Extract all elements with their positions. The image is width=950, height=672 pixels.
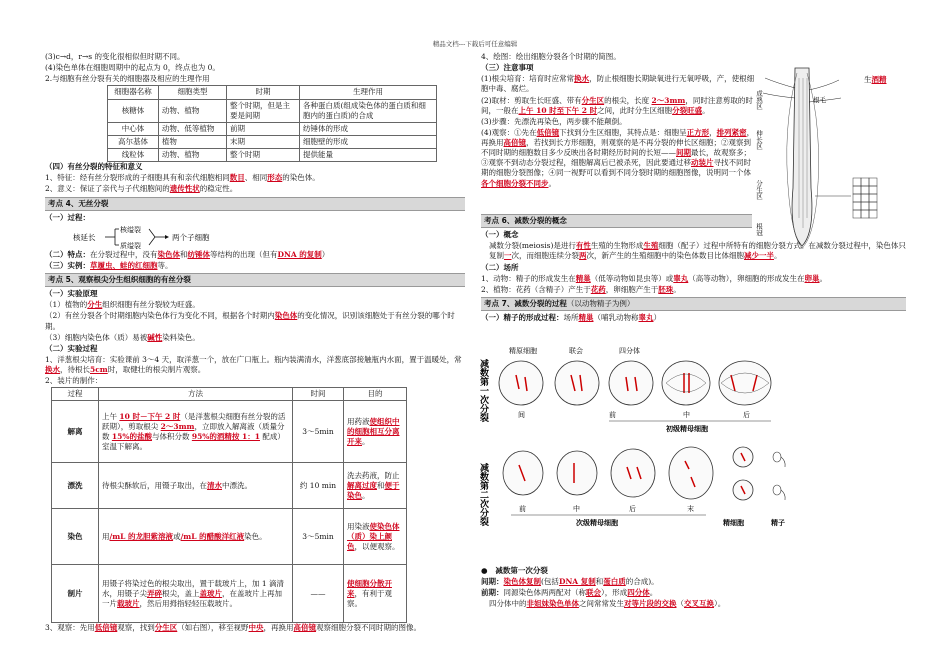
left-column: [45, 52, 465, 635]
primary-spermatocyte-label: 初级精母细胞: [666, 424, 708, 433]
subheading: （三）注意事项: [481, 63, 534, 73]
subheading: （一）实验原理: [45, 289, 98, 299]
page-header: 精品文档---下载后可任意编辑: [432, 40, 518, 48]
table-row: [108, 149, 437, 162]
table-cell: 中心体: [108, 122, 159, 135]
note-line: 4、绘图：绘出细胞分裂各个时期的简图。: [481, 52, 621, 61]
svg-text:中: 中: [573, 505, 580, 513]
svg-text:间: 间: [518, 411, 525, 419]
table-header: 生理作用: [300, 86, 437, 99]
svg-text:后: 后: [629, 505, 636, 513]
subheading: （二）场所: [481, 262, 519, 272]
table-cell: 高尔基体: [108, 135, 159, 148]
table-row: 制片 用镊子将染过色的根尖取出，置于载玻片上，加 1 滴清水，用镊子尖弄碎根尖，盖上盖玻片，在盖玻片上再加一片载玻片，然后用拇指轻轻压载玻片。 —— 使细胞分散开来，有利于观察。: [52, 565, 407, 623]
zone-label: 成熟区: [755, 90, 763, 110]
table-cell: 动物、植物: [158, 99, 226, 122]
synapsis-label: 联会: [569, 347, 583, 355]
table-cell: 细胞壁的形成: [300, 135, 437, 148]
zone-label: 根冠: [755, 223, 763, 236]
spermatogonium-label: 精原细胞: [509, 347, 537, 355]
note-line: 2.与细胞有丝分裂有关的细胞器及相应的生理作用: [45, 74, 210, 84]
table-cell: 末期: [227, 135, 300, 148]
concept-line: 减数分裂(meiosis)是进行有性生殖的生物形成生殖细胞（配子）过程中所特有的细胞分裂方式。在减数分裂过程中，染色体只复制一次，而细胞连续分裂两次，新产生的生殖细胞中的染色体数目比体细胞减少一半。: [489, 241, 906, 261]
svg-text:中: 中: [683, 411, 690, 419]
table-header: 细胞器名称: [108, 86, 159, 99]
flow-result: 两个子细胞: [172, 232, 210, 242]
sperm-label: 精子: [771, 518, 785, 527]
svg-text:后: 后: [743, 411, 750, 419]
table-row: [108, 135, 437, 148]
section-bar-7: 考点 7、减数分裂的过程（以动物精子为例）: [481, 297, 906, 311]
section-bar-4: 考点 4、无丝分裂: [45, 197, 465, 211]
svg-text:前: 前: [519, 505, 526, 513]
table-cell: 动物、植物: [158, 149, 226, 162]
tetrad-label: 四分体: [619, 347, 640, 355]
table-row: 染色 用/mL 的龙胆紫溶液或/mL 的醋酸洋红液染色。 3～5min 用染液使染色体（质）染上颜色，以便观察。: [52, 509, 407, 565]
section-bar-6: 考点 6、减数分裂的概念: [481, 214, 752, 228]
table-cell: 植物: [158, 135, 226, 148]
side-note-1: 生酒精: [864, 75, 887, 84]
table-header: 目的: [344, 388, 407, 401]
table-cell: 核糖体: [108, 99, 159, 122]
table-cell: 整个时期: [227, 149, 300, 162]
zone-label: 伸长区: [755, 130, 763, 150]
svg-text:末: 末: [687, 505, 694, 513]
second-division-cells: [503, 447, 753, 500]
principle-line: （1）植物的分生组织细胞有丝分裂较为旺盛。: [45, 300, 200, 310]
table-row: [108, 122, 437, 135]
organelle-table: [107, 85, 437, 162]
procedure-line: 1、洋葱根尖培育：实验课前 3～4 天，取洋葱一个，放在广口瓶上。瓶内装满清水，洋葱底部接触瓶内水面，置于温暖处，常换水，待根长5cm时，取健壮的根尖制片观察。: [45, 354, 462, 374]
first-division-label: 减数第一次分裂: [478, 359, 488, 422]
table-header: 过程: [52, 388, 99, 401]
process-line: （一）精子的形成过程：场所精巢（哺乳动物称睾丸）: [481, 313, 661, 322]
feature-line: （二）特点：在分裂过程中，没有染色体和纺锤体等结构的出现（但有DNA 的复制）: [45, 249, 330, 259]
table-row: [108, 99, 437, 122]
sperm-cells: [773, 452, 785, 500]
table-cell: 纺锤体的形成: [300, 122, 437, 135]
amitosis-flow-diagram: [45, 224, 245, 250]
secondary-spermatocyte-label: 次级精母细胞: [576, 518, 618, 527]
table-row: 漂洗 待根尖酥软后，用镊子取出，在清水中漂洗。 约 10 min 洗去药液，防止解离过度和便于染色。: [52, 463, 407, 509]
meiosis-diagram: [478, 345, 791, 577]
zone-label: 分生区: [755, 180, 763, 200]
stage-labels-1: [518, 410, 750, 419]
principle-line: （3）细胞内染色体（质）易被碱性染料染色。: [45, 332, 200, 342]
table-header: 时间: [293, 388, 344, 401]
table-cell: 提供能量: [300, 149, 437, 162]
subheading: （一）过程：: [45, 212, 90, 222]
flow-top: 核缢裂: [120, 225, 141, 234]
place-line: 2、植物：花药（含精子）产生于花药，卵细胞产生于胚珠。: [481, 284, 681, 294]
table-cell: 线粒体: [108, 149, 159, 162]
table-row: 解离 上午 10 时－下午 2 时（是洋葱根尖细胞有丝分裂的活跃期），剪取根尖 2～3mm，立即放入解离液（质量分数 15%的盐酸与体积分数 95%的酒精按 1：1 配成）室温下解离。 3～5min 用药液使组织中的细胞相互分离开来。: [52, 401, 407, 463]
feature-line: 1、特征：经有丝分裂形成的子细胞具有和亲代细胞相同数目、相同形态的染色体。: [45, 173, 320, 183]
table-cell: 各种蛋白质(组成染色体的蛋白质和细胞内的蛋白质)的合成: [300, 99, 437, 122]
flow-core: 核延长: [73, 232, 96, 242]
phase-labels: [478, 358, 490, 527]
table-header: 时期: [227, 86, 300, 99]
meiosis-notes: ● 减数第一次分裂 间期：染色体复制(包括DNA 复制和蛋白质的合成)。 前期：同源染色体两两配对（称联会），形成四分体。 四分体中的非姐妹染色单体之间常常发生对等片段的交换（交叉互换）。: [481, 566, 906, 611]
slide-prep-table: [51, 387, 407, 623]
section-heading: （四）有丝分裂的特征和意义: [45, 162, 143, 172]
spermatid-label: 精细胞: [723, 518, 744, 527]
svg-text:前: 前: [609, 411, 616, 419]
place-line: 1、动物：精子的形成发生在精巢（低等动物如昆虫等）或睾丸（高等动物），卵细胞的形成发生在卵巢。: [481, 273, 828, 283]
meaning-line: 2、意义：保证了亲代与子代细胞间的遗传性状的稳定性。: [45, 184, 238, 194]
principle-line: （2）有丝分裂各个时期细胞内染色体行为变化不同，根据各个时期内染色体的变化情况，识别该细胞处于有丝分裂的哪个时期。: [45, 311, 455, 331]
procedure-line: 2、装片的制作：: [45, 376, 103, 386]
observe-line: 3、观察：先用低倍镜观察，找到分生区（如右图），移至视野中央，再换用高倍镜观察细胞分裂不同时期的图像。: [45, 623, 422, 633]
flow-bottom: 质缢裂: [120, 241, 141, 250]
subheading: （一）概念: [481, 230, 519, 240]
table-cell: 动物、低等植物: [158, 122, 226, 135]
table-header: 方法: [99, 388, 293, 401]
root-hair-label: 根毛: [813, 96, 826, 104]
example-line: （三）实例：草履虫、蛙的红细胞等。: [45, 260, 173, 270]
notes-block: (1)根尖培育：培育时应常常换水，防止根细胞长期缺氧进行无氧呼吸，产，使根细胞中毒、腐烂。 (2)取材：剪取生长旺盛、带有分生区的根尖，长度 2～3mm，同时注意剪取的时间，一般在上午 10 时至下午 2 时之间，此时分生区细胞分裂旺盛。 (3)步骤：先漂洗再染色，两步骤不能颠倒。 (4)观察：①先在低倍镜下找到分生区细胞，其特点是：细胞呈正方形，排列紧密，再换用高倍镜，若找到长方形细胞，则观察的是不再分裂的伸长区细胞；②观察到不同时期的细胞数目多少反映出各时期经历时间的长短——间期最长，故观察多；③观察不到动态分裂过程，细胞解离后已被杀死，因此要通过移动装片寻找不同时期的细胞分裂图像；④同一视野可以看到不同分裂时期的细胞图像，说明同一个体各个细胞分裂不同步。: [481, 74, 755, 188]
table-header: 细胞类型: [158, 86, 226, 99]
right-lower: [481, 212, 906, 324]
first-division-cells: [499, 361, 771, 405]
table-cell: 前期: [227, 122, 300, 135]
second-division-label: 减数第二次分裂: [478, 463, 488, 526]
table-cell: 整个时期，但是主要是间期: [227, 99, 300, 122]
stage-labels-2: [519, 504, 694, 513]
subheading: （二）实验过程: [45, 343, 98, 353]
subheading: ● 减数第一次分裂: [481, 566, 548, 575]
section-bar-5: 考点 5、观察根尖分生组织细胞的有丝分裂: [45, 273, 465, 287]
note-line: (4)染色单体在细胞周期中的起点为 0，终点也为 0。: [45, 63, 220, 73]
note-line: (3)c→d，r→s 的变化很相似但时期不同。: [45, 52, 185, 61]
